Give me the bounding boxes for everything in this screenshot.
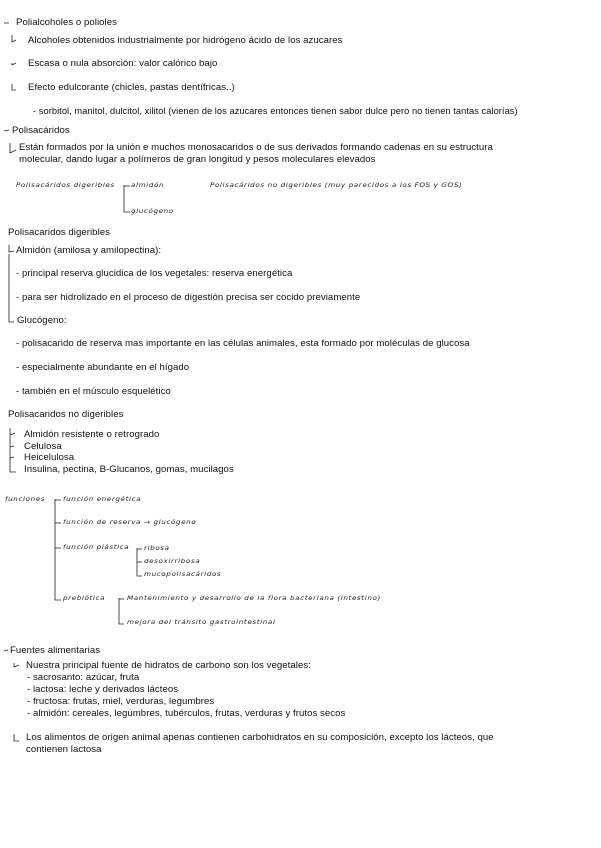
glucogeno-item: - polisacarido de reserva mas importante en las células animales, esta formado por moléculas de glucosa bbox=[16, 338, 470, 349]
handwritten-note: Polisacáridos digeribles bbox=[16, 181, 115, 189]
tree-line bbox=[124, 185, 130, 212]
polisacaridos-desc: Están formados por la unión e muchos monosacaridos o de sus derivados formando cadenas en su estructura bbox=[19, 142, 493, 153]
no-digeribles-heading: Polisacaridos no digeribles bbox=[8, 409, 124, 420]
funcion-subitem: mucopolisacáridos bbox=[144, 570, 222, 578]
polisacaridos-heading: Polisacáridos bbox=[12, 125, 70, 136]
tree-line bbox=[10, 143, 16, 153]
funcion-item: función energética bbox=[63, 495, 142, 503]
fuentes-item: - lactosa: leche y derivados lácteos bbox=[27, 684, 179, 695]
fuentes-intro: Nuestra principal fuente de hidratos de carbono son los vegetales: bbox=[26, 660, 311, 671]
dash-bullet bbox=[4, 130, 9, 131]
funcion-item: función de reserva → glucógeno bbox=[63, 518, 197, 526]
funcion-item: función plástica bbox=[63, 543, 130, 551]
glucogeno-heading: Glucógeno: bbox=[17, 315, 67, 326]
glucogeno-item: - especialmente abundante en el hígado bbox=[16, 362, 190, 373]
fuentes-item: - almidón: cereales, legumbres, tubérculos, frutas, verduras y frutos secos bbox=[27, 708, 346, 719]
fuentes-heading: Fuentes alimentarias bbox=[10, 645, 101, 656]
funcion-subitem: ribosa bbox=[144, 544, 170, 552]
digeribles-heading: Polisacaridos digeribles bbox=[8, 227, 110, 238]
fuentes-item: - sacrosanto: azúcar, fruta bbox=[27, 672, 140, 683]
funcion-subitem: mejora del tránsito gastrointestinal bbox=[127, 618, 276, 626]
no-digeribles-item: Celulosa bbox=[24, 441, 62, 452]
polialcoholes-note: - sorbitol, manitol, dulcitol, xilitol (vienen de los azucares entonces tienen sabor dulce pero no tienen tantas calorías) bbox=[33, 106, 518, 116]
almidon-item: - principal reserva glucidica de los vegetales: reserva energética bbox=[16, 268, 293, 279]
tree-line bbox=[14, 663, 19, 667]
tree-line bbox=[9, 254, 14, 322]
polialcoholes-item: Alcoholes obtenidos industrialmente por hidrógeno ácido de los azucares bbox=[28, 35, 343, 46]
fuentes-closing: Los alimentos de origen animal apenas contienen carbohidratos en su composición, excepto los lácteos, que bbox=[26, 732, 494, 743]
polialcoholes-item: Escasa o nula absorción: valor calórico bajo bbox=[28, 58, 218, 69]
tree-line bbox=[12, 63, 16, 65]
dash-bullet bbox=[4, 650, 8, 651]
almidon-heading: Almidón (amilosa y amilopectina): bbox=[16, 245, 162, 256]
tree-line bbox=[9, 245, 14, 252]
funcion-subitem: Mantenimiento y desarrollo de la flora bacteriana (intestino) bbox=[127, 594, 381, 602]
no-digeribles-item: Heicelulosa bbox=[24, 452, 75, 463]
fuentes-closing: contienen lactosa bbox=[26, 744, 102, 755]
handwritten-note: almidón bbox=[131, 181, 165, 189]
funcion-item: prebiótica bbox=[63, 594, 106, 602]
polisacaridos-desc: molecular, dando lugar a polímeros de gran longitud y pesos moleculares elevados bbox=[19, 154, 376, 165]
no-digeribles-item: Almidón resistente o retrogrado bbox=[24, 429, 160, 440]
funcion-subitem: desoxirribosa bbox=[144, 557, 201, 565]
polialcoholes-item: Efecto edulcorante (chicles, pastas dentífricas..) bbox=[28, 82, 235, 93]
no-digeribles-item: Insulina, pectina, B-Glucanos, gomas, mucilagos bbox=[24, 464, 234, 475]
handwritten-note: Polisacáridos no digeribles (muy parecidos a los FOS y GOS) bbox=[210, 181, 463, 189]
almidon-item: - para ser hidrolizado en el proceso de digestión precisa ser cocido previamente bbox=[16, 292, 361, 303]
tree-line bbox=[55, 499, 61, 600]
glucogeno-item: - también en el músculo esquelético bbox=[16, 386, 171, 397]
handwritten-note: glucógeno bbox=[131, 207, 174, 215]
tree-line bbox=[14, 734, 19, 741]
tree-line bbox=[12, 84, 16, 90]
tree-line bbox=[12, 35, 16, 42]
fuentes-item: - fructosa: frutas, miel, verduras, legumbres bbox=[27, 696, 215, 707]
polialcoholes-heading: Polialcoholes o polioles bbox=[16, 17, 117, 28]
funciones-root: funciones bbox=[5, 495, 46, 503]
